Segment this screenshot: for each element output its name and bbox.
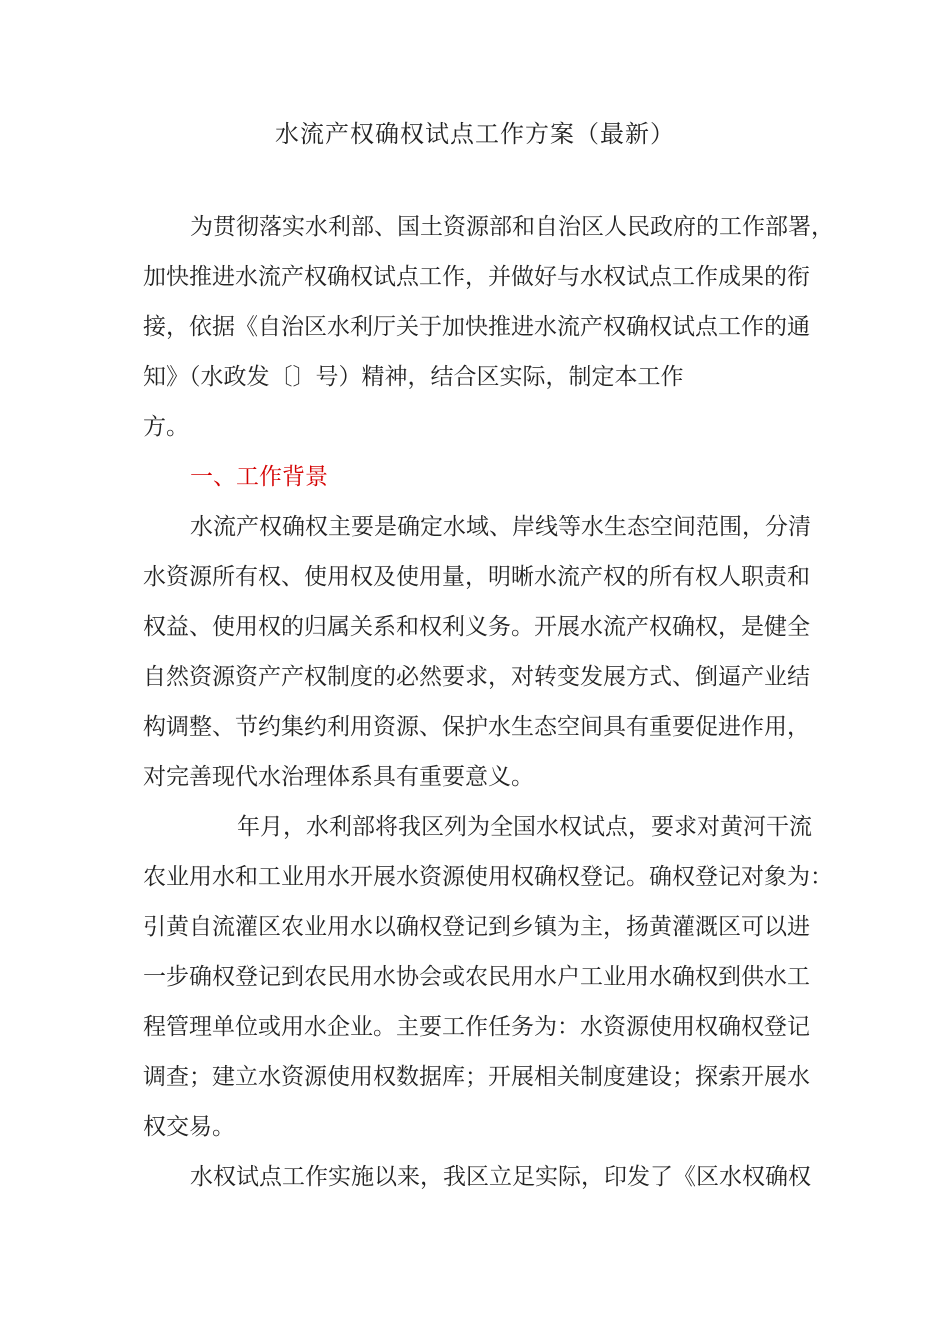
paragraph-2-line-5: 构调整、节约集约利用资源、保护水生态空间具有重要促进作用， (143, 714, 810, 740)
paragraph-2-line-1: 水流产权确权主要是确定水域、岸线等水生态空间范围，分清 (190, 514, 811, 540)
document-title: 水流产权确权试点工作方案（最新） (275, 120, 675, 148)
paragraph-3-line-1: 年月，水利部将我区列为全国水权试点，要求对黄河干流 (237, 814, 812, 840)
paragraph-1-line-5: 方。 (143, 414, 189, 440)
paragraph-1-line-1: 为贯彻落实水利部、国土资源部和自治区人民政府的工作部署， (190, 214, 834, 240)
paragraph-1-line-2: 加快推进水流产权确权试点工作，并做好与水权试点工作成果的衔 (143, 264, 810, 290)
paragraph-2-line-3: 权益、使用权的归属关系和权利义务。开展水流产权确权，是健全 (143, 614, 810, 640)
paragraph-3-line-2: 农业用水和工业用水开展水资源使用权确权登记。确权登记对象为： (143, 864, 833, 890)
paragraph-2-line-2: 水资源所有权、使用权及使用量，明晰水流产权的所有权人职责和 (143, 564, 810, 590)
section-heading-background: 一、工作背景 (190, 464, 328, 490)
paragraph-3-line-4: 一步确权登记到农民用水协会或农民用水户工业用水确权到供水工 (143, 964, 810, 990)
paragraph-3-line-6: 调查；建立水资源使用权数据库；开展相关制度建设；探索开展水 (143, 1064, 810, 1090)
paragraph-2-line-6: 对完善现代水治理体系具有重要意义。 (143, 764, 534, 790)
paragraph-3-line-7: 权交易。 (143, 1114, 235, 1140)
paragraph-1-line-3: 接，依据《自治区水利厅关于加快推进水流产权确权试点工作的通 (143, 314, 810, 340)
paragraph-3-line-3: 引黄自流灌区农业用水以确权登记到乡镇为主，扬黄灌溉区可以进 (143, 914, 810, 940)
paragraph-1-line-4: 知》（水政发〔〕号）精神，结合区实际，制定本工作 (143, 364, 684, 390)
paragraph-2-line-4: 自然资源资产产权制度的必然要求，对转变发展方式、倒逼产业结 (143, 664, 810, 690)
paragraph-4-line-1: 水权试点工作实施以来，我区立足实际，印发了《区水权确权 (190, 1164, 811, 1190)
paragraph-3-line-5: 程管理单位或用水企业。主要工作任务为：水资源使用权确权登记 (143, 1014, 810, 1040)
